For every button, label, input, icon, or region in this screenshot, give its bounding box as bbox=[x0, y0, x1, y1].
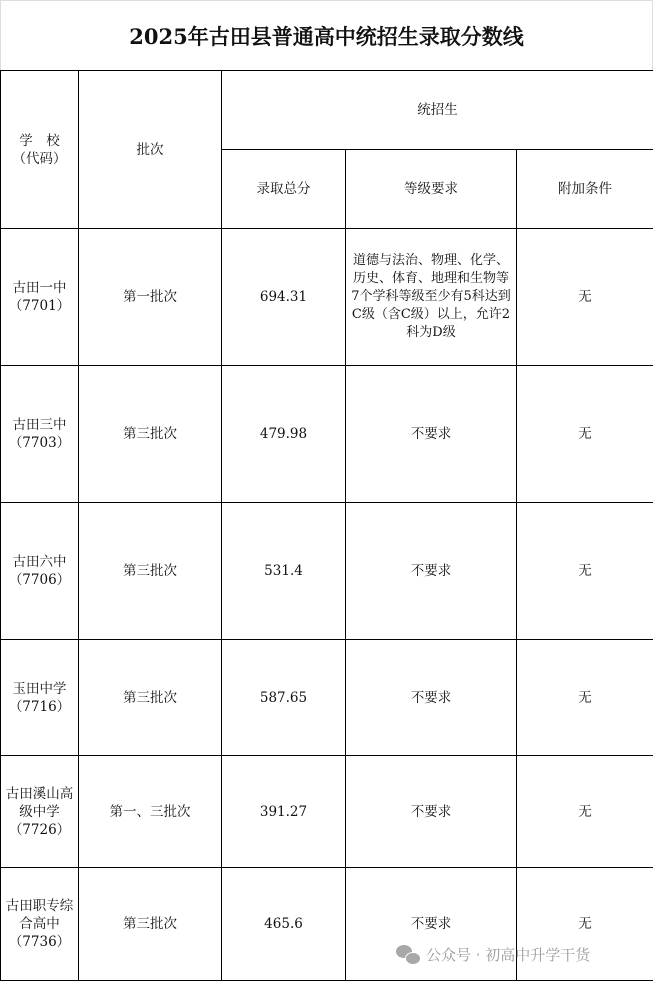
school-cell: 玉田中学 （7716） bbox=[1, 640, 79, 756]
watermark: 公众号 · 初高中升学干货 bbox=[396, 944, 590, 965]
batch-cell: 第三批次 bbox=[79, 366, 222, 503]
extra-cell: 无 bbox=[517, 229, 653, 366]
grade-req-cell: 不要求 bbox=[346, 503, 517, 640]
extra-cell: 无 bbox=[517, 868, 653, 981]
batch-cell: 第三批次 bbox=[79, 503, 222, 640]
header-grade-req: 等级要求 bbox=[346, 150, 517, 229]
table-row bbox=[1, 756, 653, 868]
grade-req-cell: 不要求 bbox=[346, 640, 517, 756]
score-cell: 694.31 bbox=[222, 229, 346, 366]
header-school: 学 校 （代码） bbox=[1, 71, 79, 229]
admission-score-table bbox=[0, 70, 653, 981]
school-cell: 古田职专综合高中 （7736） bbox=[1, 868, 79, 981]
batch-cell: 第一、三批次 bbox=[79, 756, 222, 868]
extra-cell: 无 bbox=[517, 503, 653, 640]
score-cell: 391.27 bbox=[222, 756, 346, 868]
table-row bbox=[1, 229, 653, 366]
header-score: 录取总分 bbox=[222, 150, 346, 229]
score-cell: 531.4 bbox=[222, 503, 346, 640]
batch-cell: 第三批次 bbox=[79, 868, 222, 981]
header-group: 统招生 bbox=[222, 71, 653, 150]
wechat-icon bbox=[396, 945, 420, 965]
grade-req-cell: 不要求 bbox=[346, 756, 517, 868]
extra-cell: 无 bbox=[517, 756, 653, 868]
score-cell: 465.6 bbox=[222, 868, 346, 981]
school-cell: 古田溪山高级中学 （7726） bbox=[1, 756, 79, 868]
score-cell: 479.98 bbox=[222, 366, 346, 503]
table-row bbox=[1, 503, 653, 640]
header-batch: 批次 bbox=[79, 71, 222, 229]
batch-cell: 第一批次 bbox=[79, 229, 222, 366]
table-row bbox=[1, 366, 653, 503]
page-title: 2025年古田县普通高中统招生录取分数线 bbox=[0, 0, 653, 70]
school-cell: 古田三中 （7703） bbox=[1, 366, 79, 503]
grade-req-cell: 道德与法治、物理、化学、历史、体育、地理和生物等7个学科等级至少有5科达到C级（含C级）以上，允许2科为D级 bbox=[346, 229, 517, 366]
batch-cell: 第三批次 bbox=[79, 640, 222, 756]
score-cell: 587.65 bbox=[222, 640, 346, 756]
extra-cell: 无 bbox=[517, 366, 653, 503]
school-cell: 古田六中 （7706） bbox=[1, 503, 79, 640]
grade-req-cell: 不要求 bbox=[346, 366, 517, 503]
school-cell: 古田一中 （7701） bbox=[1, 229, 79, 366]
table-row bbox=[1, 640, 653, 756]
extra-cell: 无 bbox=[517, 640, 653, 756]
grade-req-cell: 不要求 bbox=[346, 868, 517, 981]
header-extra: 附加条件 bbox=[517, 150, 653, 229]
